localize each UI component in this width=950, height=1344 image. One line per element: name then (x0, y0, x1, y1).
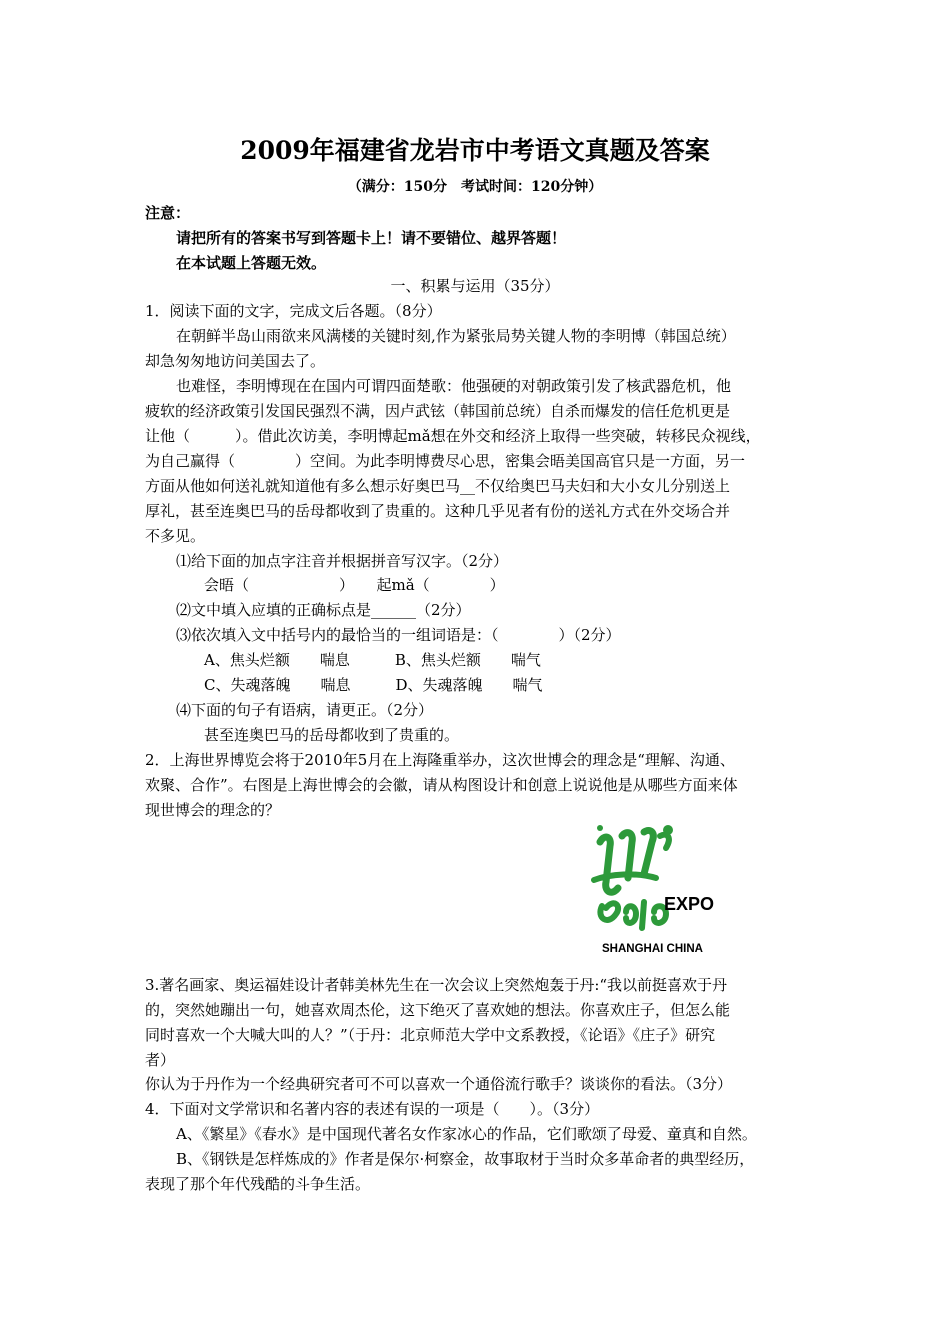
notice-line-1: 请把所有的答案书写到答题卡上！请不要错位、越界答题！ (176, 229, 567, 247)
q4-option-b: B、《钢铁是怎样炼成的》作者是保尔·柯察金，故事取材于当时众多革命者的典型经历， (176, 1150, 755, 1168)
expo-city-text: SHANGHAI CHINA (602, 943, 703, 955)
q3-line: 3.著名画家、奥运福娃设计者韩美林先生在一次会议上突然炮轰于丹:“我以前挺喜欢于丹 (145, 976, 728, 994)
expo-2010-logo (586, 822, 732, 958)
q1-sub-2: ⑵文中填入应填的正确标点是______（2分） (176, 601, 471, 619)
q1-sub-1: ⑴给下面的加点字注音并根据拼音写汉字。（2分） (176, 552, 509, 570)
dot-icon (663, 825, 673, 835)
q1-passage-line: 为自己赢得（ ）空间。为此李明博费尽心思，密集会晤美国高官只是一方面，另一 (145, 452, 746, 470)
q3-line: 同时喜欢一个大喊大叫的人？”（于丹：北京师范大学中文系教授，《论语》《庄子》研究 (145, 1026, 716, 1044)
q4-option-b-cont: 表现了那个年代残酷的斗争生活。 (145, 1175, 371, 1193)
q1-sub-1-answer: 会晤（ ） 起mǎ（ ） (204, 576, 505, 594)
q2-line: 现世博会的理念的？ (145, 801, 281, 819)
q3-line: 者） (145, 1051, 176, 1069)
q1-sub-3-options-ab: A、焦头烂额 喘息 B、焦头烂额 喘气 (204, 651, 541, 669)
q1-sub-3: ⑶依次填入文中括号内的最恰当的一组词语是：（ ）（2分） (176, 626, 621, 644)
q1-passage-line: 在朝鲜半岛山雨欲来风满楼的关键时刻,作为紧张局势关键人物的李明博（韩国总统） (176, 327, 736, 345)
q1-sub-4-sentence: 甚至连奥巴马的岳母都收到了贵重的。 (204, 726, 460, 744)
q1-passage-line: 却急匆匆地访问美国去了。 (145, 352, 326, 370)
dot-icon (597, 825, 603, 831)
expo-emblem-icon (594, 830, 669, 928)
q1-sub-4: ⑷下面的句子有语病，请更正。（2分） (176, 701, 434, 719)
q1-sub-3-options-cd: C、失魂落魄 喘息 D、失魂落魄 喘气 (204, 676, 543, 694)
q1-passage-line: 也难怪，李明博现在在国内可谓四面楚歌：他强硬的对朝政策引发了核武器危机，他 (176, 377, 732, 395)
notice-line-2: 在本试题上答题无效。 (176, 254, 327, 272)
q2-line: 2．上海世界博览会将于2010年5月在上海隆重举办，这次世博会的理念是“理解、沟通、 (145, 751, 735, 769)
q1-passage-line: 方面从他如何送礼就知道他有多么想示好奥巴马__不仅给奥巴马夫妇和大小女儿分别送上 (145, 477, 731, 495)
q4-intro: 4．下面对文学常识和名著内容的表述有误的一项是（ ）。（3分） (145, 1100, 600, 1118)
notice-label: 注意： (145, 204, 191, 222)
exam-info: （满分：150分 考试时间：120分钟） (347, 179, 603, 195)
q1-intro: 1．阅读下面的文字，完成文后各题。（8分） (145, 302, 442, 320)
section-heading: 一、积累与运用（35分） (390, 277, 560, 295)
expo-wordmark: EXPO (664, 894, 715, 914)
q3-line: 你认为于丹作为一个经典研究者可不可以喜欢一个通俗流行歌手？谈谈你的看法。（3分） (145, 1075, 733, 1093)
q1-passage-line: 让他（ ）。借此次访美，李明博起mǎ想在外交和经济上取得一些突破，转移民众视线， (145, 427, 761, 445)
q3-line: 的，突然她蹦出一句，她喜欢周杰伦，这下绝灭了喜欢她的想法。你喜欢庄子，但怎么能 (145, 1001, 731, 1019)
q1-passage-line: 不多见。 (145, 527, 206, 545)
q1-passage-line: 厚礼，甚至连奥巴马的岳母都收到了贵重的。这种几乎见者有份的送礼方式在外交场合并 (145, 502, 731, 520)
page-title: 2009年福建省龙岩市中考语文真题及答案 (240, 136, 710, 165)
q2-line: 欢聚、合作”。右图是上海世博会的会徽，请从构图设计和创意上说说他是从哪些方面来体 (145, 776, 738, 794)
q4-option-a: A、《繁星》《春水》是中国现代著名女作家冰心的作品，它们歌颂了母爱、童真和自然。 (176, 1125, 757, 1143)
q1-passage-line: 疲软的经济政策引发国民强烈不满，因卢武铉（韩国前总统）自杀而爆发的信任危机更是 (145, 402, 731, 420)
